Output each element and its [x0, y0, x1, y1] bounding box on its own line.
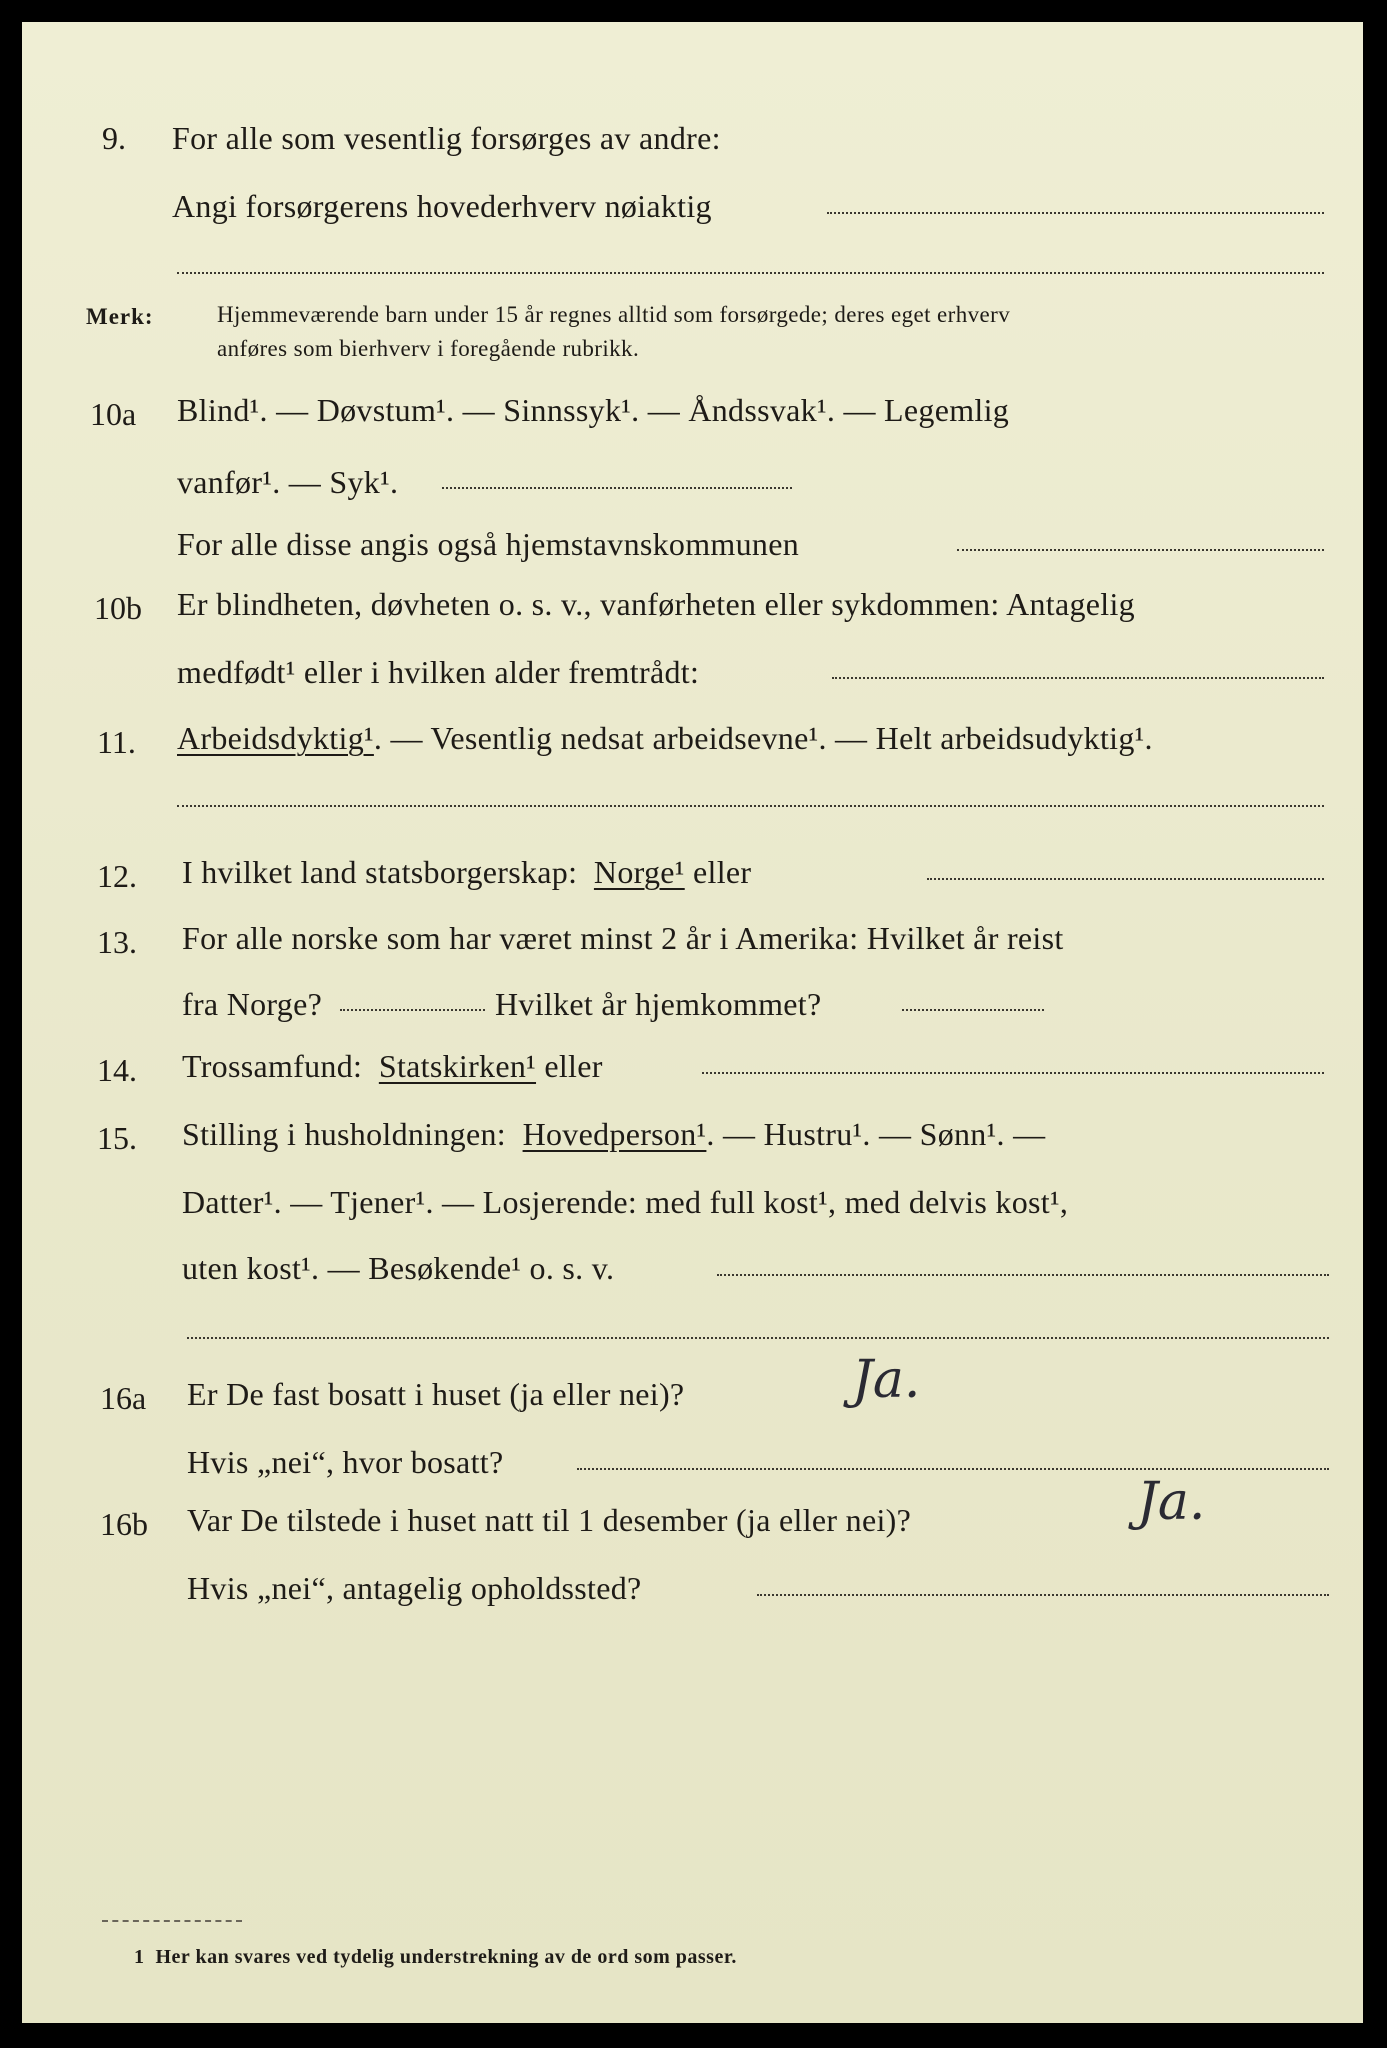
q15-answer-line-2 [187, 1337, 1329, 1339]
q14-selected-option: Statskirken¹ [378, 1048, 537, 1084]
q16b-line2: Hvis „nei“, antagelig opholdssted? [187, 1570, 642, 1606]
census-form-page [22, 22, 1363, 2023]
q16b-whereabouts-line [757, 1594, 1329, 1596]
q14-text [182, 1046, 603, 1086]
q11-selected-option: Arbeidsdyktig¹ [177, 720, 374, 756]
q9-answer-line-2 [177, 272, 1324, 274]
q10b-line1: Er blindheten, døvheten o. s. v., vanførheten eller sykdommen: Antagelig [177, 586, 1135, 622]
q15-line2: Datter¹. — Tjener¹. — Losjerende: med full kost¹, med delvis kost¹, [182, 1184, 1069, 1220]
footnote-text: Her kan svares ved tydelig understrekning av de ord som passer. [155, 1946, 737, 1968]
q16a-line1: Er De fast bosatt i huset (ja eller nei)? [187, 1376, 685, 1412]
q11-number: 11. [97, 724, 136, 760]
q16a-line2: Hvis „nei“, hvor bosatt? [187, 1444, 504, 1480]
q16b-handwritten-answer: Ja. [1137, 1472, 1206, 1532]
q10a-line3: For alle disse angis også hjemstavnskommunen [177, 526, 800, 562]
q11-answer-line [177, 805, 1324, 807]
q9-answer-line [827, 212, 1324, 214]
q12-or: eller [693, 854, 752, 890]
q16b-line1: Var De tilstede i huset natt til 1 desember (ja eller nei)? [187, 1502, 912, 1538]
q12-answer-line [927, 878, 1324, 880]
q11-text [177, 718, 1153, 758]
q15-line3: uten kost¹. — Besøkende¹ o. s. v. [182, 1250, 615, 1286]
q10a-number: 10a [90, 396, 137, 432]
q13-line2b: Hvilket år hjemkommet? [495, 986, 822, 1022]
q11-rest: . — Vesentlig nedsat arbeidsevne¹. — Helt arbeidsudyktig¹. [373, 720, 1153, 756]
q10a-line2: vanfør¹. — Syk¹. [177, 464, 399, 500]
q12-number: 12. [97, 858, 137, 894]
q12-selected-option: Norge¹ [593, 854, 685, 890]
q10a-line1: Blind¹. — Døvstum¹. — Sinnssyk¹. — Åndssvak¹. — Legemlig [177, 392, 1010, 428]
q14-answer-line [702, 1072, 1324, 1074]
q12-question: I hvilket land statsborgerskap: [182, 854, 578, 890]
q10b-number: 10b [94, 590, 142, 626]
merk-label: Merk: [86, 304, 154, 329]
q16a-number: 16a [100, 1380, 147, 1416]
q16b-number: 16b [100, 1506, 148, 1542]
q10a-answer-line [442, 487, 792, 489]
footnote [134, 1944, 737, 1970]
q15-line1 [182, 1114, 1045, 1154]
q13-return-year-line [902, 1009, 1044, 1011]
q15-number: 15. [97, 1120, 137, 1156]
q14-number: 14. [97, 1052, 137, 1088]
q9-number: 9. [102, 120, 126, 156]
q10b-line2: medfødt¹ eller i hvilken alder fremtrådt: [177, 654, 700, 690]
q13-line2a: fra Norge? [182, 986, 323, 1022]
q15-selected-option: Hovedperson¹ [522, 1116, 707, 1152]
q14-or: eller [544, 1048, 603, 1084]
q10a-home-municipality-line [957, 549, 1324, 551]
q13-departure-year-line [340, 1009, 485, 1011]
q14-question: Trossamfund: [182, 1048, 363, 1084]
q12-text [182, 852, 751, 892]
q13-line1: For alle norske som har været minst 2 år i Amerika: Hvilket år reist [182, 920, 1064, 956]
footnote-mark: 1 [134, 1946, 145, 1968]
q13-number: 13. [97, 924, 137, 960]
q9-line1: For alle som vesentlig forsørges av andre: [172, 120, 721, 156]
footnote-rule [102, 1920, 242, 1922]
q15-question: Stilling i husholdningen: [182, 1116, 506, 1152]
merk-line2: anføres som bierhverv i foregående rubrikk. [217, 336, 640, 361]
q16a-residence-line [577, 1468, 1329, 1470]
q9-line2: Angi forsørgerens hovederhverv nøiaktig [172, 188, 712, 224]
q15-answer-line [717, 1274, 1329, 1276]
q15-line1-rest: . — Hustru¹. — Sønn¹. — [706, 1116, 1046, 1152]
q10b-answer-line [832, 677, 1324, 679]
merk-line1: Hjemmeværende barn under 15 år regnes alltid som forsørgede; deres eget erhverv [217, 302, 1011, 327]
q16a-handwritten-answer: Ja. [852, 1350, 921, 1410]
